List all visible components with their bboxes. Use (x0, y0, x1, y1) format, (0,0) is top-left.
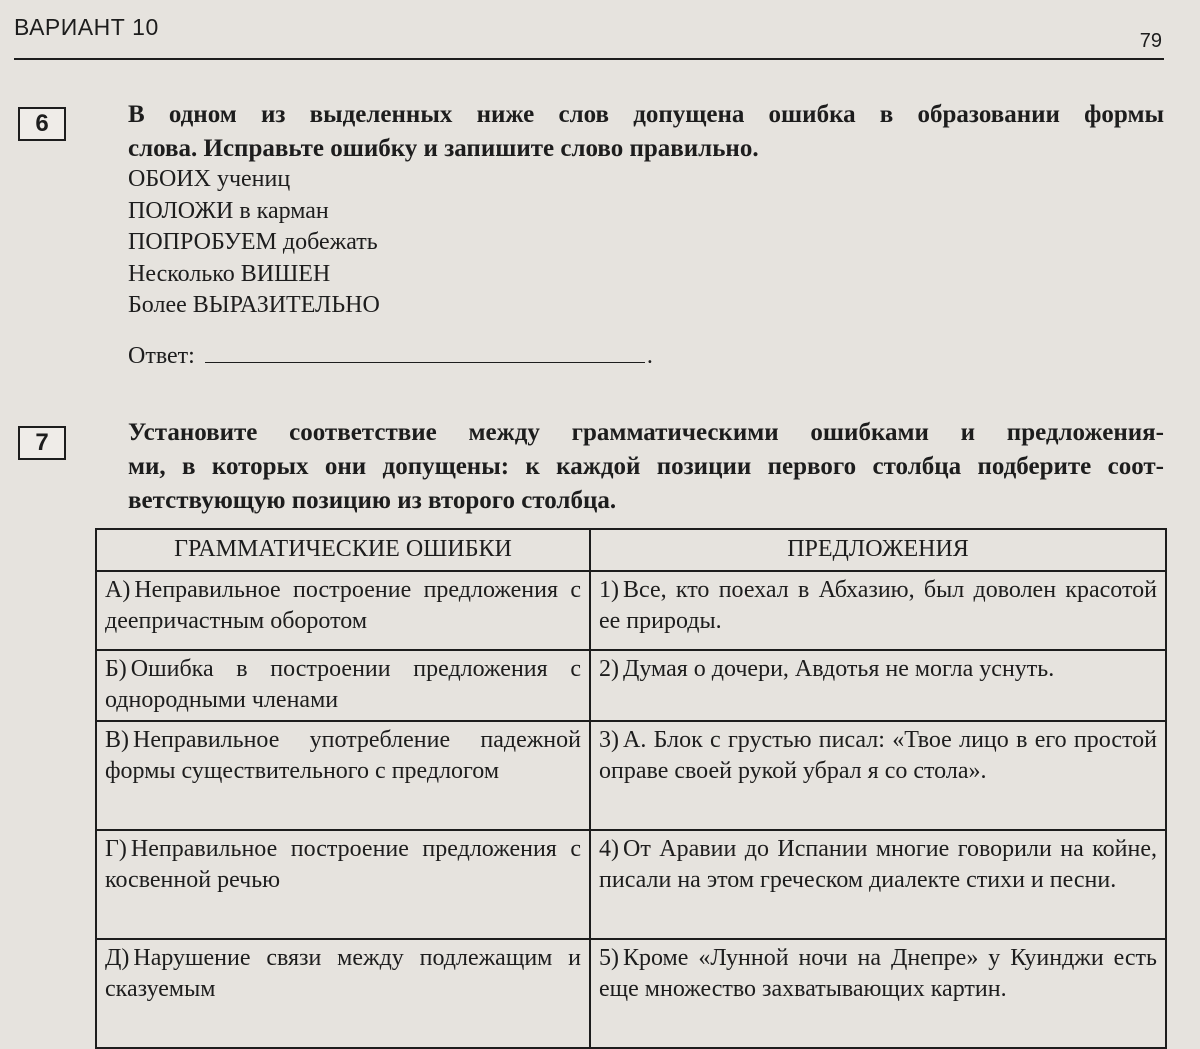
task-7-number-box: 7 (18, 426, 66, 460)
task-7-instruction-line: Установите соответствие между грамматическими ошибками и предложения- (128, 419, 1164, 446)
sentence-cell (590, 650, 1166, 721)
error-text: Неправильное построение предложения с деепричастным оборотом (105, 577, 581, 634)
task-7-instruction-line: ми, в которых они допущены: к каждой позиции первого столбца подберите соот- (128, 453, 1164, 480)
sentence-text: Думая о дочери, Авдотья не могла уснуть. (623, 656, 1055, 682)
error-marker: Б) (105, 656, 127, 682)
table-row (96, 650, 1166, 721)
column-header-errors: ГРАММАТИЧЕСКИЕ ОШИБКИ (96, 529, 590, 571)
page-number: 79 (1139, 30, 1162, 52)
table-row (96, 939, 1166, 1048)
error-cell (96, 830, 590, 939)
option-item: Несколько ВИШЕН (128, 260, 331, 287)
task-6-options (128, 164, 380, 322)
option-item: ПОЛОЖИ в карман (128, 197, 329, 224)
sentence-cell (590, 939, 1166, 1048)
answer-period: . (646, 343, 653, 369)
error-marker: Г) (105, 836, 127, 862)
error-marker: Д) (105, 945, 130, 971)
error-cell (96, 650, 590, 721)
task-6-instruction-line: В одном из выделенных ниже слов допущена ошибка в образовании формы (128, 101, 1164, 128)
sentence-cell (590, 571, 1166, 650)
matching-table (95, 528, 1167, 1049)
sentence-cell (590, 830, 1166, 939)
option-item: Более ВЫРАЗИТЕЛЬНО (128, 292, 380, 318)
header-divider (14, 58, 1164, 60)
error-marker: В) (105, 727, 129, 753)
sentence-cell (590, 721, 1166, 830)
sentence-marker: 2) (599, 656, 619, 682)
error-text: Неправильное построение предложения с косвенной речью (105, 836, 581, 893)
option-item: ПОПРОБУЕМ добежать (128, 229, 378, 255)
sentence-text: От Аравии до Испании многие говорили на койне, писали на этом греческом диалекте стихи и песни. (599, 836, 1157, 893)
task-6-number-box: 6 (18, 107, 66, 141)
variant-title: ВАРИАНТ 10 (14, 14, 159, 40)
table-row (96, 571, 1166, 650)
task-6-instruction (128, 98, 1164, 166)
error-text: Нарушение связи между подлежащим и сказуемым (105, 945, 581, 1002)
task-7-instruction-line: ветствующую позицию из второго столбца. (128, 487, 617, 514)
error-cell (96, 721, 590, 830)
answer-line[interactable] (205, 342, 645, 363)
answer-label: Ответ: (128, 343, 195, 369)
error-cell (96, 939, 590, 1048)
error-text: Неправильное употребление падежной формы существительного с предлогом (105, 727, 581, 784)
error-text: Ошибка в построении предложения с однородными членами (105, 656, 581, 713)
task-6-instruction-line: слова. Исправьте ошибку и запишите слово правильно. (128, 135, 759, 162)
column-header-sentences: ПРЕДЛОЖЕНИЯ (590, 529, 1166, 571)
sentence-text: А. Блок с грустью писал: «Твое лицо в его простой оправе своей рукой убрал я со стола». (599, 727, 1157, 784)
sentence-marker: 5) (599, 945, 619, 971)
task-7-instruction (128, 416, 1164, 518)
task-6-answer (128, 342, 653, 370)
sentence-marker: 4) (599, 836, 619, 862)
table-row (96, 721, 1166, 830)
sentence-marker: 3) (599, 727, 619, 753)
sentence-text: Все, кто поехал в Абхазию, был доволен красотой ее природы. (599, 577, 1157, 634)
error-cell (96, 571, 590, 650)
sentence-text: Кроме «Лунной ночи на Днепре» у Куинджи есть еще множество захватывающих картин. (599, 945, 1157, 1002)
option-item: ОБОИХ учениц (128, 166, 291, 192)
table-row (96, 830, 1166, 939)
error-marker: А) (105, 577, 131, 603)
sentence-marker: 1) (599, 577, 619, 603)
